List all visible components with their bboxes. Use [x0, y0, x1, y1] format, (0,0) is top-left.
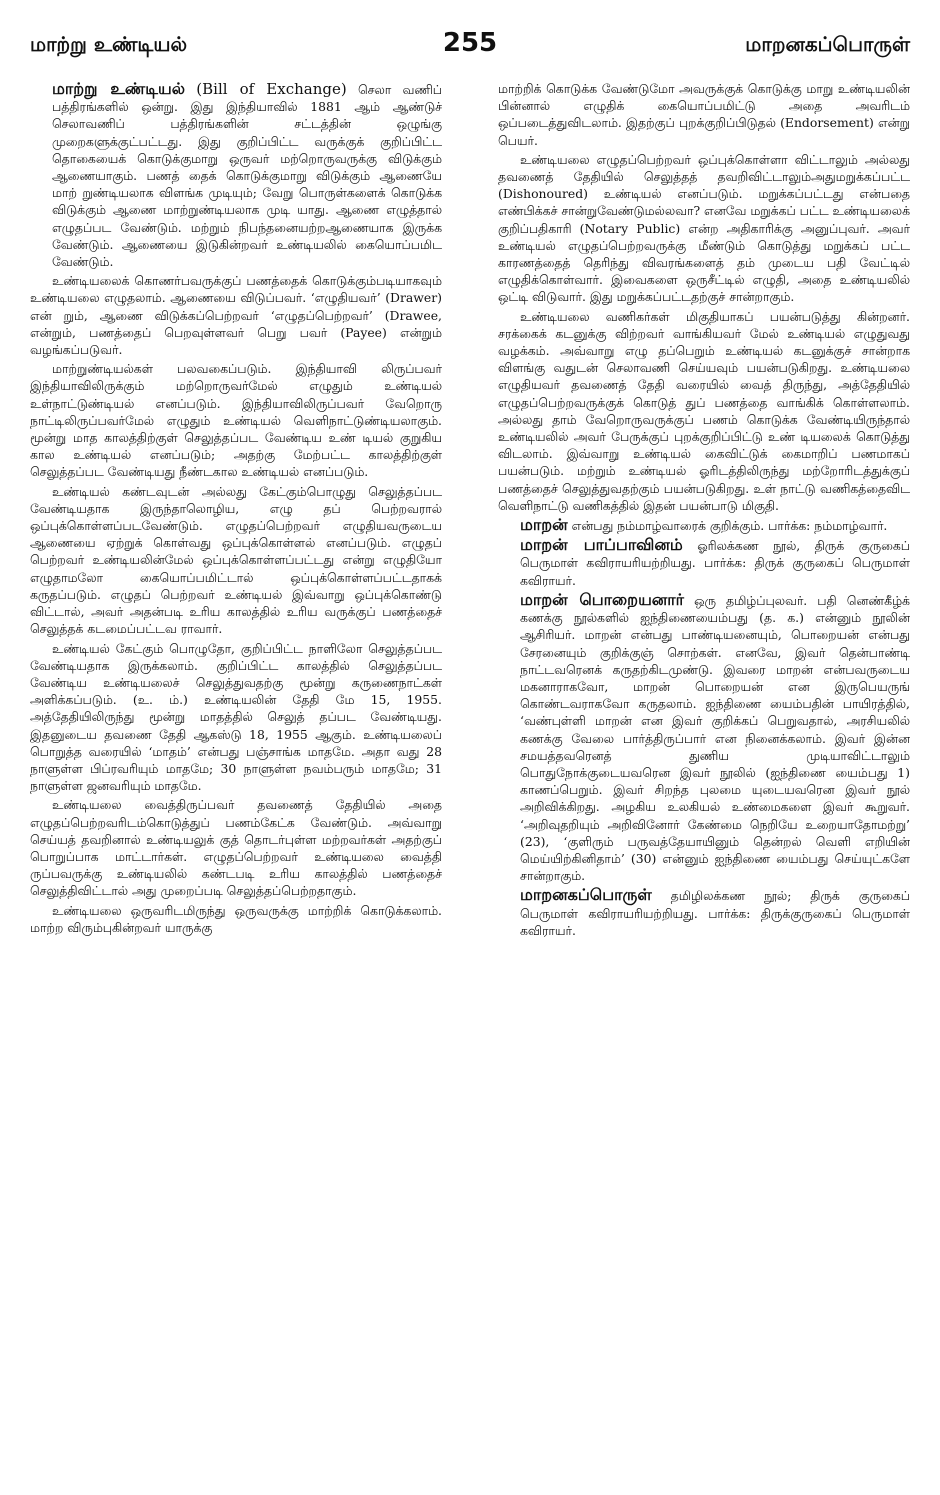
right-column	[498, 80, 910, 1480]
entry-headword: மாற்று உண்டியல்	[52, 80, 185, 98]
paragraph: உண்டியலை ஒருவரிடமிருந்து ஒருவருக்கு மாற்றிக் கொடுக்கலாம். மாற்ற விரும்புகின்றவர் யாருக்கு	[30, 902, 442, 935]
paragraph: உண்டியலைக் கொணர்பவருக்குப் பணத்தைக் கொடுக்கும்படியாகவும் உண்டியலை எழுதலாம். ஆணையை விடுப்பவர். ‘எழுதியவர்’ (Drawer) என் றும், ஆணை விடுக்கப்பெற்றவர் ‘எழுதப்பெற்றவர்’ (Drawee, என்றும், பணத்தைப் பெறவுள்ளவர் பெறு பவர் (Payee) என்றும் வழங்கப்படுவர்.	[30, 273, 442, 358]
entry-headword: மாறன்	[520, 515, 568, 535]
header-left-guideword: மாற்று உண்டியல்	[30, 32, 188, 56]
continued-paragraph: மாற்றிக் கொடுக்க வேண்டுமோ அவருக்குக் கொடுக்கு மாறு உண்டியலின் பின்னால் எழுதிக் கையொப்பமிட்டு அதை அவரிடம் ஒப்படைத்துவிடலாம். இதற்குப் புறக்குறிப்பிடுதல் (Endorsement) என்று பெயர்.	[498, 81, 910, 148]
paragraph-text: என்பது நம்மாழ்வாரைக் குறிக்கும். பார்க்க: நம்மாழ்வார்.	[571, 518, 888, 534]
entry-paragraph	[498, 886, 910, 939]
paragraph: உண்டியலை எழுதப்பெற்றவர் ஒப்புக்கொள்ளா விட்டாலும் அல்லது தவணைத் தேதியில் செலுத்தத் தவறிவிட்டாலும்அதுமறுக்கப்பட்ட (Dishonoured) உண்டியல் எனப்படும். மறுக்கப்பட்டது என்பதை எண்பிக்கச் சான்றுவேண்டுமல்லவா? எனவே மறுக்கப் பட்ட உண்டியலைக் குறிப்பதிகாரி (Notary Public) என்ற அதிகாரிக்கு அனுப்புவர். அவர் உண்டியல் எழுதப்பெற்றவருக்கு மீண்டும் கொடுத்து மறுக்கப் பட்ட காரணத்தைத் தெரிந்து விவரங்களைத் தம் முடைய பதி வேட்டில் எழுதிக்கொள்வார். இவைகளை ஒருசீட்டில் எழுதி, அதை உண்டியலில் ஒட்டி விடுவார். இது மறுக்கப்பட்டதற்குச் சான்றாகும்.	[498, 151, 910, 305]
running-header	[30, 28, 910, 62]
entry-headword: மாறனகப்பொருள்	[520, 885, 652, 905]
paragraph: உண்டியலை வணிகர்கள் மிகுதியாகப் பயன்படுத்து கின்றனர். சரக்கைக் கடனுக்கு விற்றவர் வாங்கியவர் மேல் உண்டியல் எழுதுவது வழக்கம். அவ்வாறு எழு தப்பெறும் உண்டியல் கடனுக்குச் சான்றாக விளங்கு வதுடன் செலாவணி செய்யவும் பயன்படுகிறது. உண்டியலை எழுதியவர் தவணைத் தேதி வரையில் வைத் திருந்து, அத்தேதியில் எழுதப்பெற்றவருக்குக் கொடுத் துப் பணத்தை வாங்கிக் கொள்ளலாம். அல்லது தாம் வேறொருவருக்குப் பணம் கொடுக்க வேண்டியிருந்தால் உண்டியலில் அவர் பேருக்குப் புறக்குறிப்பிட்டு உண் டியலைக் கொடுத்து விடலாம். இவ்வாறு உண்டியல் கைவிட்டுக் கைமாறிப் பணமாகப் பயன்படும். மற்றும் உண்டியல் ஓரிடத்திலிருந்து மற்றோரிடத்துக்குப் பணத்தைச் செலுத்துவதற்கும் பயன்படுகிறது. உள் நாட்டு வணிகத்தைவிட வெளிநாட்டு வணிகத்தில் இதன் பயன்பாடு மிகுதி.	[498, 308, 910, 513]
entry-paragraph	[30, 80, 442, 270]
paragraph: உண்டியலை வைத்திருப்பவர் தவணைத் தேதியில் அதை எழுதப்பெற்றவரிடம்கொடுத்துப் பணம்கேட்க வேண்டும். அவ்வாறு செய்யத் தவறினால் உண்டியலுக் குத் தொடர்புள்ள மற்றவர்கள் அதற்குப் பொறுப்பாக மாட்டார்கள். எழுதப்பெற்றவர் உண்டியலை வைத்தி ருப்பவருக்கு உண்டியலில் கண்டபடி உரிய காலத்தில் பணத்தைச் செலுத்திவிட்டால் அது முறைப்படி செலுத்தப்பெற்றதாகும்.	[30, 797, 442, 899]
paragraph-text: ஒரு தமிழ்ப்புலவர். பதி னெண்கீழ்க் கணக்கு நூல்களில் ஐந்திணையைம்பது (த. க.) என்னும் நூலின் ஆசிரியர். மாறன் என்பது பாண்டியனையும், பொறையன் என்பது சேரனையும் குறிக்குஞ் சொற்கள். எனவே, இவர் தென்பாண்டி நாட்டவரெனக் கருதற்கிடமுண்டு. இவரை மாறன் என்பவருடைய மகனாராகவோ, மாறன் பொறையன் என இருபெயருங் கொண்டவராகவோ கருதலாம். ஐந்திணை யைம்பதின் பாயிரத்தில், ‘வண்புள்ளி மாறன் என இவர் குறிக்கப் பெறுவதால், அரசியலில் கணக்கு வேலை பார்த்திருப்பார் என நினைக்கலாம். இவர் இன்ன சமயத்தவரெனத் துணிய முடியாவிட்டாலும் பொதுநோக்குடையவரென இவர் நூலில் (ஐந்திணை யைம்பது 1) காணப்பெறும். இவர் சிறந்த புலமை யுடையவரென இவர் நூல் அறிவிக்கிறது. அழகிய உலகியல் உண்மைகளை இவர் கூறுவர். ‘அறிவுதறியும் அறிவினோர் கேண்மை நெறியே உறையாதோமற்று’ (23), ‘குளிரும் பருவத்தேயாயினும் தென்றல் வெளி எறியின் மெய்யிற்கினிதாம்’ (30) என்னும் ஐந்திணை யைம்பது செய்யுட்களே சான்றாகும்.	[520, 592, 910, 884]
entry-english-term: (Bill of Exchange)	[196, 80, 347, 98]
entry-paragraph	[498, 591, 910, 884]
left-column	[30, 80, 442, 1480]
paragraph-text: செலா வணிப் பத்திரங்களில் ஒன்று. இது இந்தியாவில் 1881 ஆம் ஆண்டுச் செலாவணிப் பத்திரங்களின் சட்டத்தின் ஒழுங்கு முறைகளுக்குட்பட்டது. இது குறிப்பிட்ட வருக்குக் குறிப்பிட்ட தொகையைக் கொடுக்குமாறு ஒருவர் மற்றொருவருக்கு விடுக்கும் ஆணையாகும். பணத் தைக் கொடுக்குமாறு விடுக்கும் ஆணையே மாற் றுண்டியலாக விளங்க முடியும்; வேறு பொருள்களைக் கொடுக்க விடுக்கும் ஆணை மாற்றுண்டியலாக முடி யாது. ஆணை எழுத்தால் எழுதப்பட வேண்டும். மற்றும் நிபந்தனையற்றஆணையாக இருக்க வேண்டும். ஆணையை இடுகின்றவர் உண்டியலில் கையொப்பமிட வேண்டும்.	[52, 82, 442, 270]
page-number: 255	[442, 28, 498, 58]
paragraph: உண்டியல் கேட்கும் பொழுதோ, குறிப்பிட்ட நாளிலோ செலுத்தப்பட வேண்டியதாக இருக்கலாம். குறிப்பிட்ட காலத்தில் செலுத்தப்பட வேண்டிய உண்டியலைச் செலுத்துவதற்கு மூன்று கருணைநாட்கள் அளிக்கப்படும். (உ. ம்.) உண்டியலின் தேதி மே 15, 1955. அத்தேதியிலிருந்து மூன்று மாதத்தில் செலுத் தப்பட வேண்டியது. இதனுடைய தவணை தேதி ஆகஸ்டு 18, 1955 ஆகும். உண்டியலைப் பொறுத்த வரையில் ‘மாதம்’ என்பது பஞ்சாங்க மாதமே. அதா வது 28 நாளுள்ள பிப்ரவரியும் மாதமே; 30 நாளுள்ள நவம்பரும் மாதமே; 31 நாளுள்ள ஜனவரியும் மாதமே.	[30, 640, 442, 794]
entry-paragraph	[498, 516, 910, 534]
header-right-guideword: மாறனகப்பொருள்	[745, 32, 910, 56]
paragraph-text: ஓரிலக்கண நூல், திருக் குருகைப் பெருமாள் கவிராயரியற்றியது. பார்க்க: திருக் குருகைப் பெருமாள் கவிராயர்.	[520, 538, 910, 588]
entry-paragraph	[498, 536, 910, 589]
entry-headword: மாறன் பொறையனார்	[520, 589, 685, 609]
paragraph: மாற்றுண்டியல்கள் பலவகைப்படும். இந்தியாவி லிருப்பவர் இந்தியாவிலிருக்கும் மற்றொருவர்மேல் எழுதும் உண்டியல் உள்நாட்டுண்டியல் எனப்படும். இந்தியாவிலிருப்பவர் வேறொரு நாட்டிலிருப்பவர்மேல் எழுதும் உண்டியல் வெளிநாட்டுண்டியலாகும். மூன்று மாத காலத்திற்குள் செலுத்தப்பட வேண்டிய உண் டியல் குறுகிய கால உண்டியல் எனப்படும்; அதற்கு மேற்பட்ட காலத்திற்குள் செலுத்தப்பட வேண்டியது நீண்டகால உண்டியல் எனப்படும்.	[30, 361, 442, 480]
entry-headword: மாறன் பாப்பாவினம்	[520, 535, 683, 555]
paragraph-text: தமிழிலக்கண நூல்; திருக் குருகைப் பெருமாள் கவிராயரியற்றியது. பார்க்க: திருக்குருகைப் பெருமாள் கவிராயர்.	[520, 888, 910, 938]
column-gutter	[470, 80, 471, 1460]
paragraph: உண்டியல் கண்டவுடன் அல்லது கேட்கும்பொழுது செலுத்தப்பட வேண்டியதாக இருந்தாலொழிய, எழு தப் பெற்றவரால் ஒப்புக்கொள்ளப்படவேண்டும். எழுதப்பெற்றவர் எழுதியவருடைய ஆணையை ஏற்றுக் கொள்வது ஒப்புக்கொள்ளல் எனப்படும். எழுதப் பெற்றவர் உண்டியலின்மேல் ஒப்புக்கொள்ளப்பட்டது என்று எழுதியோ எழுதாமலோ கையொப்பமிட்டால் ஒப்புக்கொள்ளப்பட்டதாகக் கருதப்படும். எழுதப் பெற்றவர் உண்டியல் இவ்வாறு ஒப்புக்கொண்டு விட்டால், அவர் அதன்படி உரிய காலத்தில் உரிய வருக்குப் பணத்தைச் செலுத்தக் கடமைப்பட்டவ ராவார்.	[30, 483, 442, 637]
